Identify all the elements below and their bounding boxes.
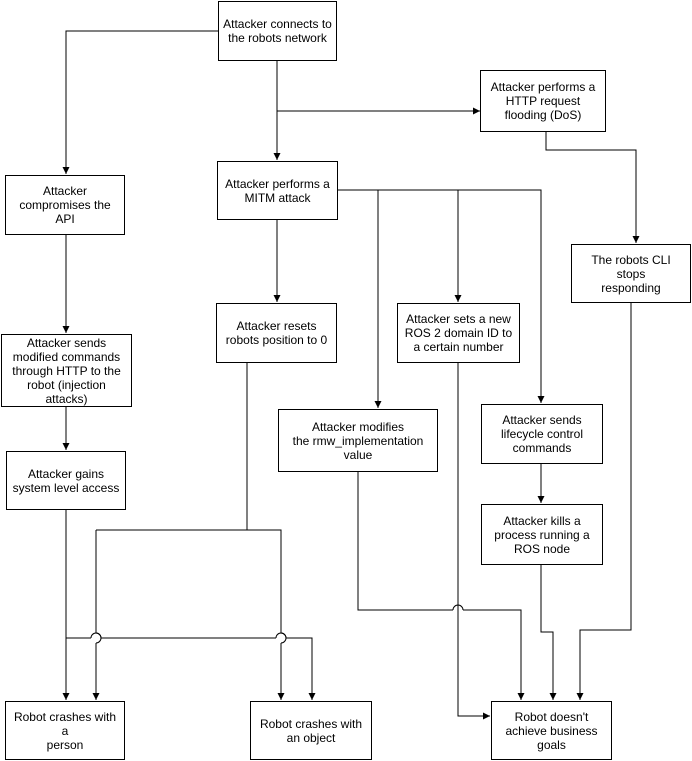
- edge-rmw-to-goals: [358, 472, 453, 610]
- edge-rmw-to-goals-end: [463, 610, 521, 700]
- node-kill: Attacker kills a process running a ROS node: [481, 504, 603, 565]
- node-mitm: Attacker performs a MITM attack: [217, 161, 338, 220]
- edge-mitm-to-lifecycle: [458, 190, 541, 403]
- node-goals: Robot doesn't achieve business goals: [491, 701, 612, 760]
- node-lifecycle: Attacker sends lifecycle control commands: [481, 404, 603, 464]
- edge-dos-to-cli: [546, 132, 636, 243]
- node-reset: Attacker resets robots position to 0: [216, 303, 337, 363]
- edge-sysaccess-hop-1: [91, 633, 101, 638]
- edge-mitm-to-rmw: [338, 190, 378, 408]
- node-rmw: Attacker modifies the rmw_implementation value: [278, 409, 438, 472]
- node-object: Robot crashes with an object: [250, 701, 372, 760]
- edge-connect-to-api: [66, 31, 218, 174]
- edge-kill-to-goals: [541, 565, 553, 700]
- node-domain: Attacker sets a new ROS 2 domain ID to a certain number: [397, 303, 520, 363]
- edge-sysaccess-to-object-end: [286, 638, 312, 700]
- node-modcmd: Attacker sends modified commands through HTTP to the robot (injection attacks): [1, 334, 132, 407]
- node-api: Attacker compromises the API: [5, 175, 125, 235]
- node-person: Robot crashes with a person: [5, 701, 125, 760]
- node-sysaccess: Attacker gains system level access: [6, 451, 126, 510]
- edge-sysaccess-hop-2: [276, 633, 286, 638]
- node-cli: The robots CLI stops responding: [571, 244, 691, 303]
- node-dos: Attacker performs a HTTP request flooding (DoS): [480, 70, 606, 132]
- edge-reset-to-object-hop: [281, 633, 286, 643]
- node-connect: Attacker connects to the robots network: [218, 1, 337, 61]
- edge-cli-to-goals: [580, 303, 631, 700]
- edge-mitm-to-domain: [378, 190, 458, 302]
- edge-reset-to-object: [247, 530, 281, 633]
- edge-reset-to-person-hop: [96, 633, 101, 643]
